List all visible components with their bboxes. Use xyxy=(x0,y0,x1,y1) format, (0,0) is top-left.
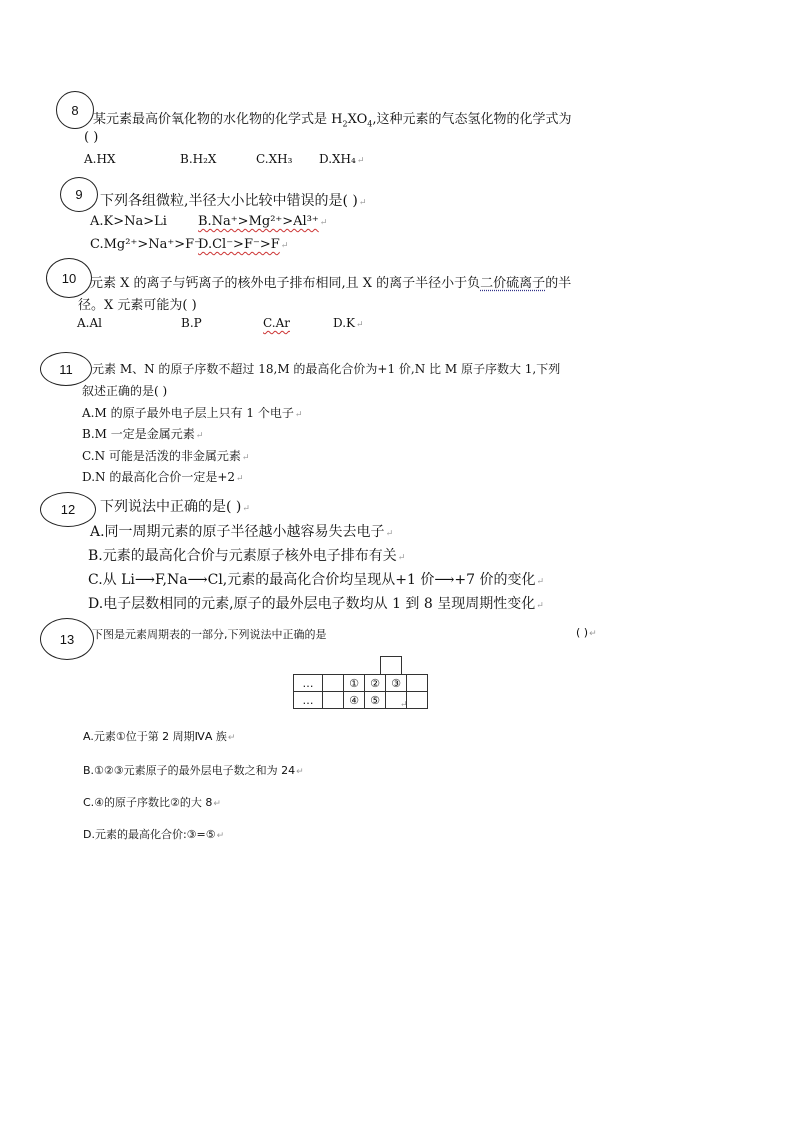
q10-option-c: C.Ar xyxy=(263,316,290,330)
periodic-table-extra-cell xyxy=(380,656,402,675)
q11-option-c: C.N 可能是活泼的非金属元素↵ xyxy=(82,449,250,463)
q9-option-a: A.K>Na>Li xyxy=(90,214,167,229)
q8-option-b: B.H₂X xyxy=(180,152,217,166)
q13-option-c: C.④的原子序数比②的大 8↵ xyxy=(83,796,221,809)
table-cell: ③ xyxy=(386,675,407,692)
q8-blank: ( ) xyxy=(84,130,99,145)
q9-option-c: C.Mg²⁺>Na⁺>F⁻ xyxy=(90,237,201,252)
table-cell: ② xyxy=(365,675,386,692)
table-cell xyxy=(323,675,344,692)
periodic-table-row xyxy=(294,675,428,692)
q12-stem: 下列说法中正确的是( )↵ xyxy=(100,499,250,515)
table-cell xyxy=(407,692,428,709)
question-number-9: 9 xyxy=(60,177,98,212)
question-number-10: 10 xyxy=(46,258,92,298)
table-cell xyxy=(407,675,428,692)
q13-option-d: D.元素的最高化合价:③=⑤↵ xyxy=(83,828,225,841)
q12-option-b: B.元素的最高化合价与元素原子核外电子排布有关↵ xyxy=(88,548,406,564)
q13-option-a: A.元素①位于第 2 周期ⅣA 族↵ xyxy=(83,730,236,743)
q10-option-a: A.Al xyxy=(77,316,102,330)
q13-blank: ( )↵ xyxy=(576,626,597,639)
q10-option-b: B.P xyxy=(181,316,202,330)
q13-option-b: B.①②③元素原子的最外层电子数之和为 24↵ xyxy=(83,764,304,777)
q11-option-d: D.N 的最高化合价一定是+2↵ xyxy=(82,470,244,484)
table-cell xyxy=(323,692,344,709)
q8-option-c: C.XH₃ xyxy=(256,152,293,166)
q8-option-d: D.XH₄↵ xyxy=(319,152,365,166)
q11-stem-line2: 叙述正确的是( ) xyxy=(82,384,168,398)
q9-option-d: D.Cl⁻>F⁻>F↵ xyxy=(198,237,289,252)
q11-option-a: A.M 的原子最外电子层上只有 1 个电子↵ xyxy=(82,406,303,420)
question-number-11: 11 xyxy=(40,352,92,386)
table-cell: ⑤ xyxy=(365,692,386,709)
table-paragraph-mark: ↵ xyxy=(400,700,408,710)
q9-stem: 下列各组微粒,半径大小比较中错误的是( )↵ xyxy=(100,193,367,209)
q11-option-b: B.M 一定是金属元素↵ xyxy=(82,427,204,441)
q10-stem-line1: 元素 X 的离子与钙离子的核外电子排布相同,且 X 的离子半径小于负二价硫离子的半 xyxy=(90,276,572,291)
q11-stem-line1: 元素 M、N 的原子序数不超过 18,M 的最高化合价为+1 价,N 比 M 原子序数大 1,下列 xyxy=(92,362,561,376)
question-number-13: 13 xyxy=(40,618,94,660)
q10-option-d: D.K↵ xyxy=(333,316,364,330)
periodic-table-fragment xyxy=(293,674,428,709)
q12-option-a: A.同一周期元素的原子半径越小越容易失去电子↵ xyxy=(90,524,394,540)
table-cell: ④ xyxy=(344,692,365,709)
table-cell: … xyxy=(294,692,323,709)
q12-option-c: C.从 Li⟶F,Na⟶Cl,元素的最高化合价均呈现从+1 价⟶+7 价的变化↵ xyxy=(88,572,545,588)
q13-stem: 下图是元素周期表的一部分,下列说法中正确的是 xyxy=(92,628,327,641)
table-cell: ① xyxy=(344,675,365,692)
q8-option-a: A.HX xyxy=(84,152,116,166)
table-cell: … xyxy=(294,675,323,692)
q12-option-d: D.电子层数相同的元素,原子的最外层电子数均从 1 到 8 呈现周期性变化↵ xyxy=(88,596,544,612)
q9-option-b: B.Na⁺>Mg²⁺>Al³⁺↵ xyxy=(198,214,328,229)
q10-stem-line2: 径。X 元素可能为( ) xyxy=(78,298,197,313)
question-number-8: 8 xyxy=(56,91,94,129)
q8-stem: 某元素最高价氧化物的水化物的化学式是 $H_2XO_4$,这种元素的气态氢化物的化学式为 xyxy=(93,112,572,129)
question-number-12: 12 xyxy=(40,492,96,527)
